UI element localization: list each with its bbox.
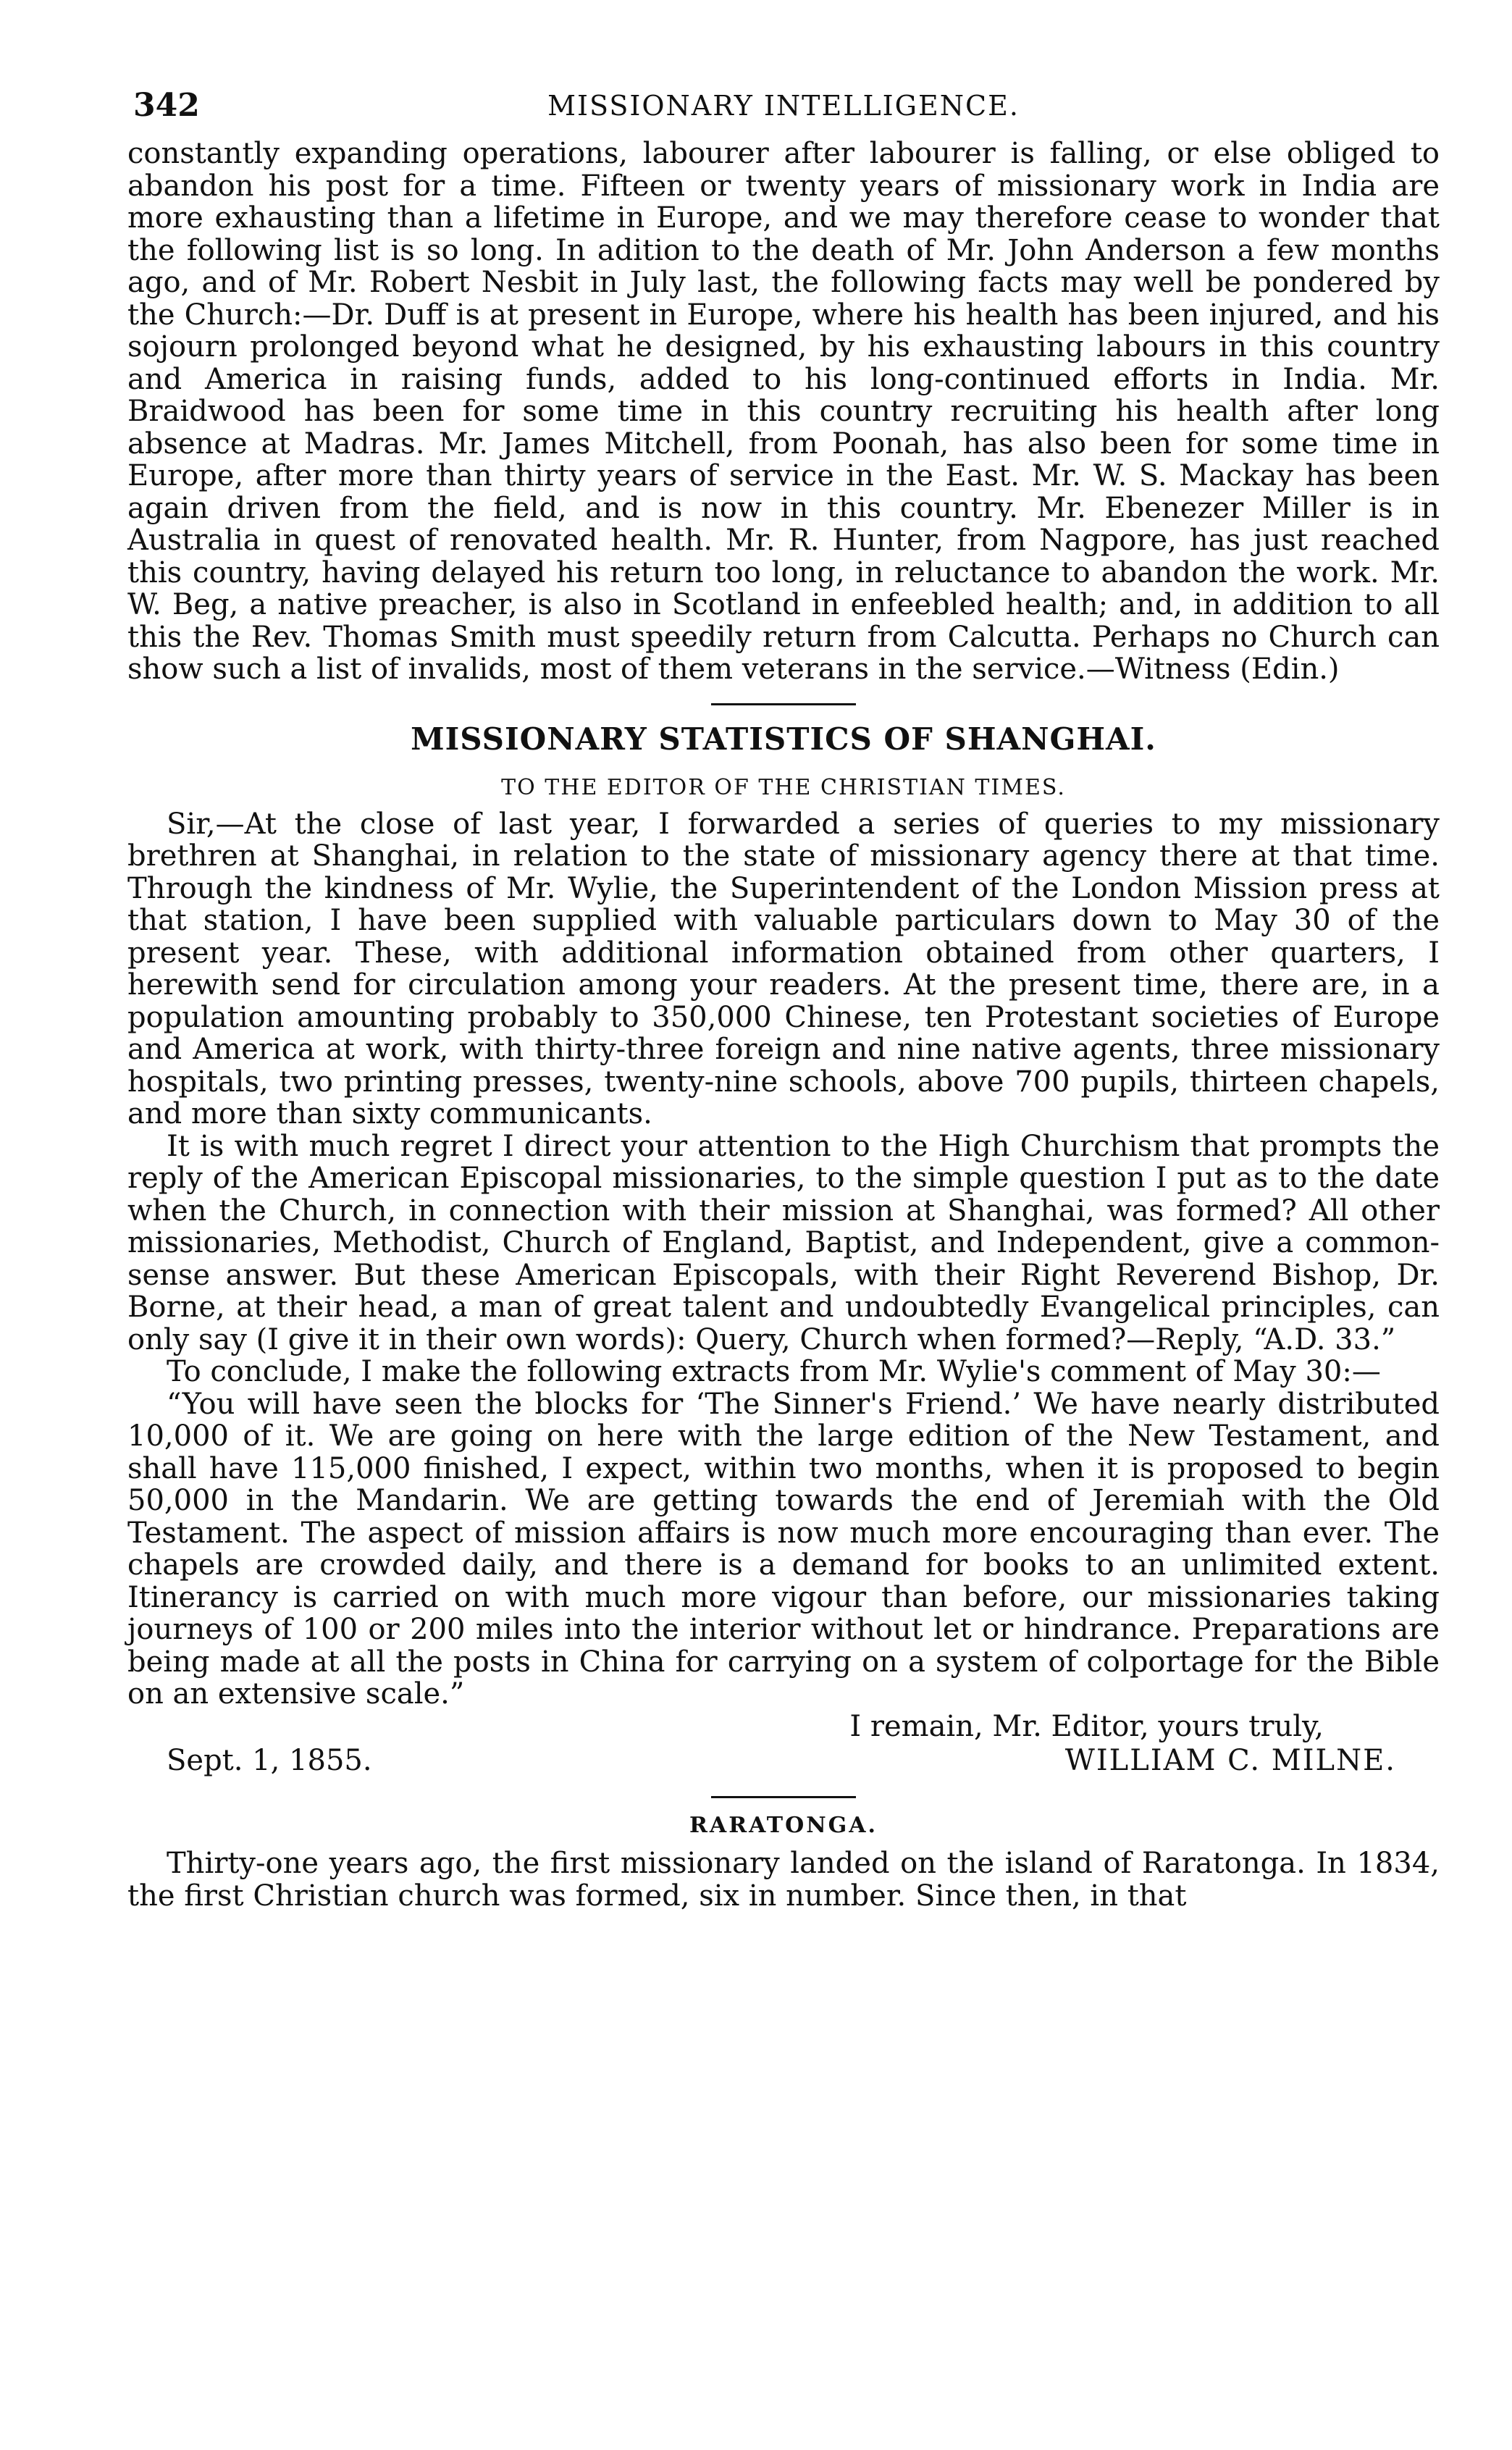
letter-paragraph-3: To conclude, I make the following extracts from Mr. Wylie's comment of May 30:— [167, 1355, 1381, 1388]
page-header [127, 87, 1440, 138]
letter-address: TO THE EDITOR OF THE CHRISTIAN TIMES. [501, 774, 1066, 800]
running-head: MISSIONARY INTELLIGENCE. [547, 90, 1020, 122]
document-page [127, 87, 1440, 1912]
letter-paragraph-2: It is with much regret I direct your attention to the High Churchism that prompts the reply of the American Episcopal missionaries, to the simple question I put as to the date when the Church, in connection with their mission at Shanghai, was formed? All other missionaries, Methodist, Church of England, Baptist, and Independent, give a common-sense answer. But these American Episcopals, with their Right Reverend Bishop, Dr. Borne, at their head, a man of great talent and undoubtedly Evangelical principles, can only say (I give it in their own words): Query, Church when formed?—Reply, “A.D. 33.” [127, 1129, 1440, 1356]
raratonga-paragraph: Thirty-one years ago, the first missionary landed on the island of Raratonga. In 1834, the first Christian church was formed, six in number. Since then, in that [127, 1847, 1440, 1913]
letter-signature: WILLIAM C. MILNE. [1064, 1744, 1396, 1777]
section-divider [711, 1796, 856, 1798]
section-heading-raratonga: RARATONGA. [689, 1813, 878, 1838]
section-heading-shanghai: MISSIONARY STATISTICS OF SHANGHAI. [411, 721, 1156, 757]
letter-date: Sept. 1, 1855. [167, 1744, 372, 1777]
quoted-extract: “You will have seen the blocks for ‘The Sinner's Friend.’ We have nearly distributed 10,000 of it. We are going on here with the large edition of the New Testament, and shall have 115,000 finished, I expect, within two months, when it is proposed to begin 50,000 in the Mandarin. We are getting towards the end of Jeremiah with the Old Testament. The aspect of mission affairs is now much more encouraging than ever. The chapels are crowded daily, and there is a demand for books to an unlimited extent. Itinerancy is carried on with much more vigour than before, our missionaries taking journeys of 100 or 200 miles into the interior without let or hindrance. Preparations are being made at all the posts in China for carrying on a system of colportage for the Bible on an extensive scale.” [127, 1387, 1440, 1711]
page-number: 342 [133, 87, 200, 124]
letter-paragraph-1: Sir,—At the close of last year, I forwarded a series of queries to my missionary brethren at Shanghai, in relation to the state of missionary agency there at that time. Through the kindness of Mr. Wylie, the Superintendent of the London Mission press at that station, I have been supplied with valuable particulars down to May 30 of the present year. These, with additional information obtained from other quarters, I herewith send for circulation among your readers. At the present time, there are, in a population amounting probably to 350,000 Chinese, ten Protestant societies of Europe and America at work, with thirty-three foreign and nine native agents, three missionary hospitals, two printing presses, twenty-nine schools, above 700 pupils, thirteen chapels, and more than sixty communicants. [127, 807, 1440, 1130]
article-continued-paragraph: constantly expanding operations, labourer after labourer is falling, or else obliged to abandon his post for a time. Fifteen or twenty years of missionary work in India are more exhausting than a lifetime in Europe, and we may therefore cease to wonder that the following list is so long. In adition to the death of Mr. John Anderson a few months ago, and of Mr. Robert Nesbit in July last, the following facts may well be pondered by the Church:—Dr. Duff is at present in Europe, where his health has been injured, and his sojourn prolonged beyond what he designed, by his exhausting labours in this country and America in raising funds, added to his long-continued efforts in India. Mr. Braidwood has been for some time in this country recruiting his health after long absence at Madras. Mr. James Mitchell, from Poonah, has also been for some time in Europe, after more than thirty years of service in the East. Mr. W. S. Mackay has been again driven from the field, and is now in this country. Mr. Ebenezer Miller is in Australia in quest of renovated health. Mr. R. Hunter, from Nagpore, has just reached this country, having delayed his return too long, in reluctance to abandon the work. Mr. W. Beg, a native preacher, is also in Scotland in enfeebled health; and, in addition to all this the Rev. Thomas Smith must speedily return from Calcutta. Perhaps no Church can show such a list of invalids, most of them veterans in the service.—Witness (Edin.) [127, 137, 1440, 686]
letter-closing: I remain, Mr. Editor, yours truly, [849, 1709, 1324, 1743]
signature-row [127, 1742, 1440, 1779]
section-divider [711, 703, 856, 705]
